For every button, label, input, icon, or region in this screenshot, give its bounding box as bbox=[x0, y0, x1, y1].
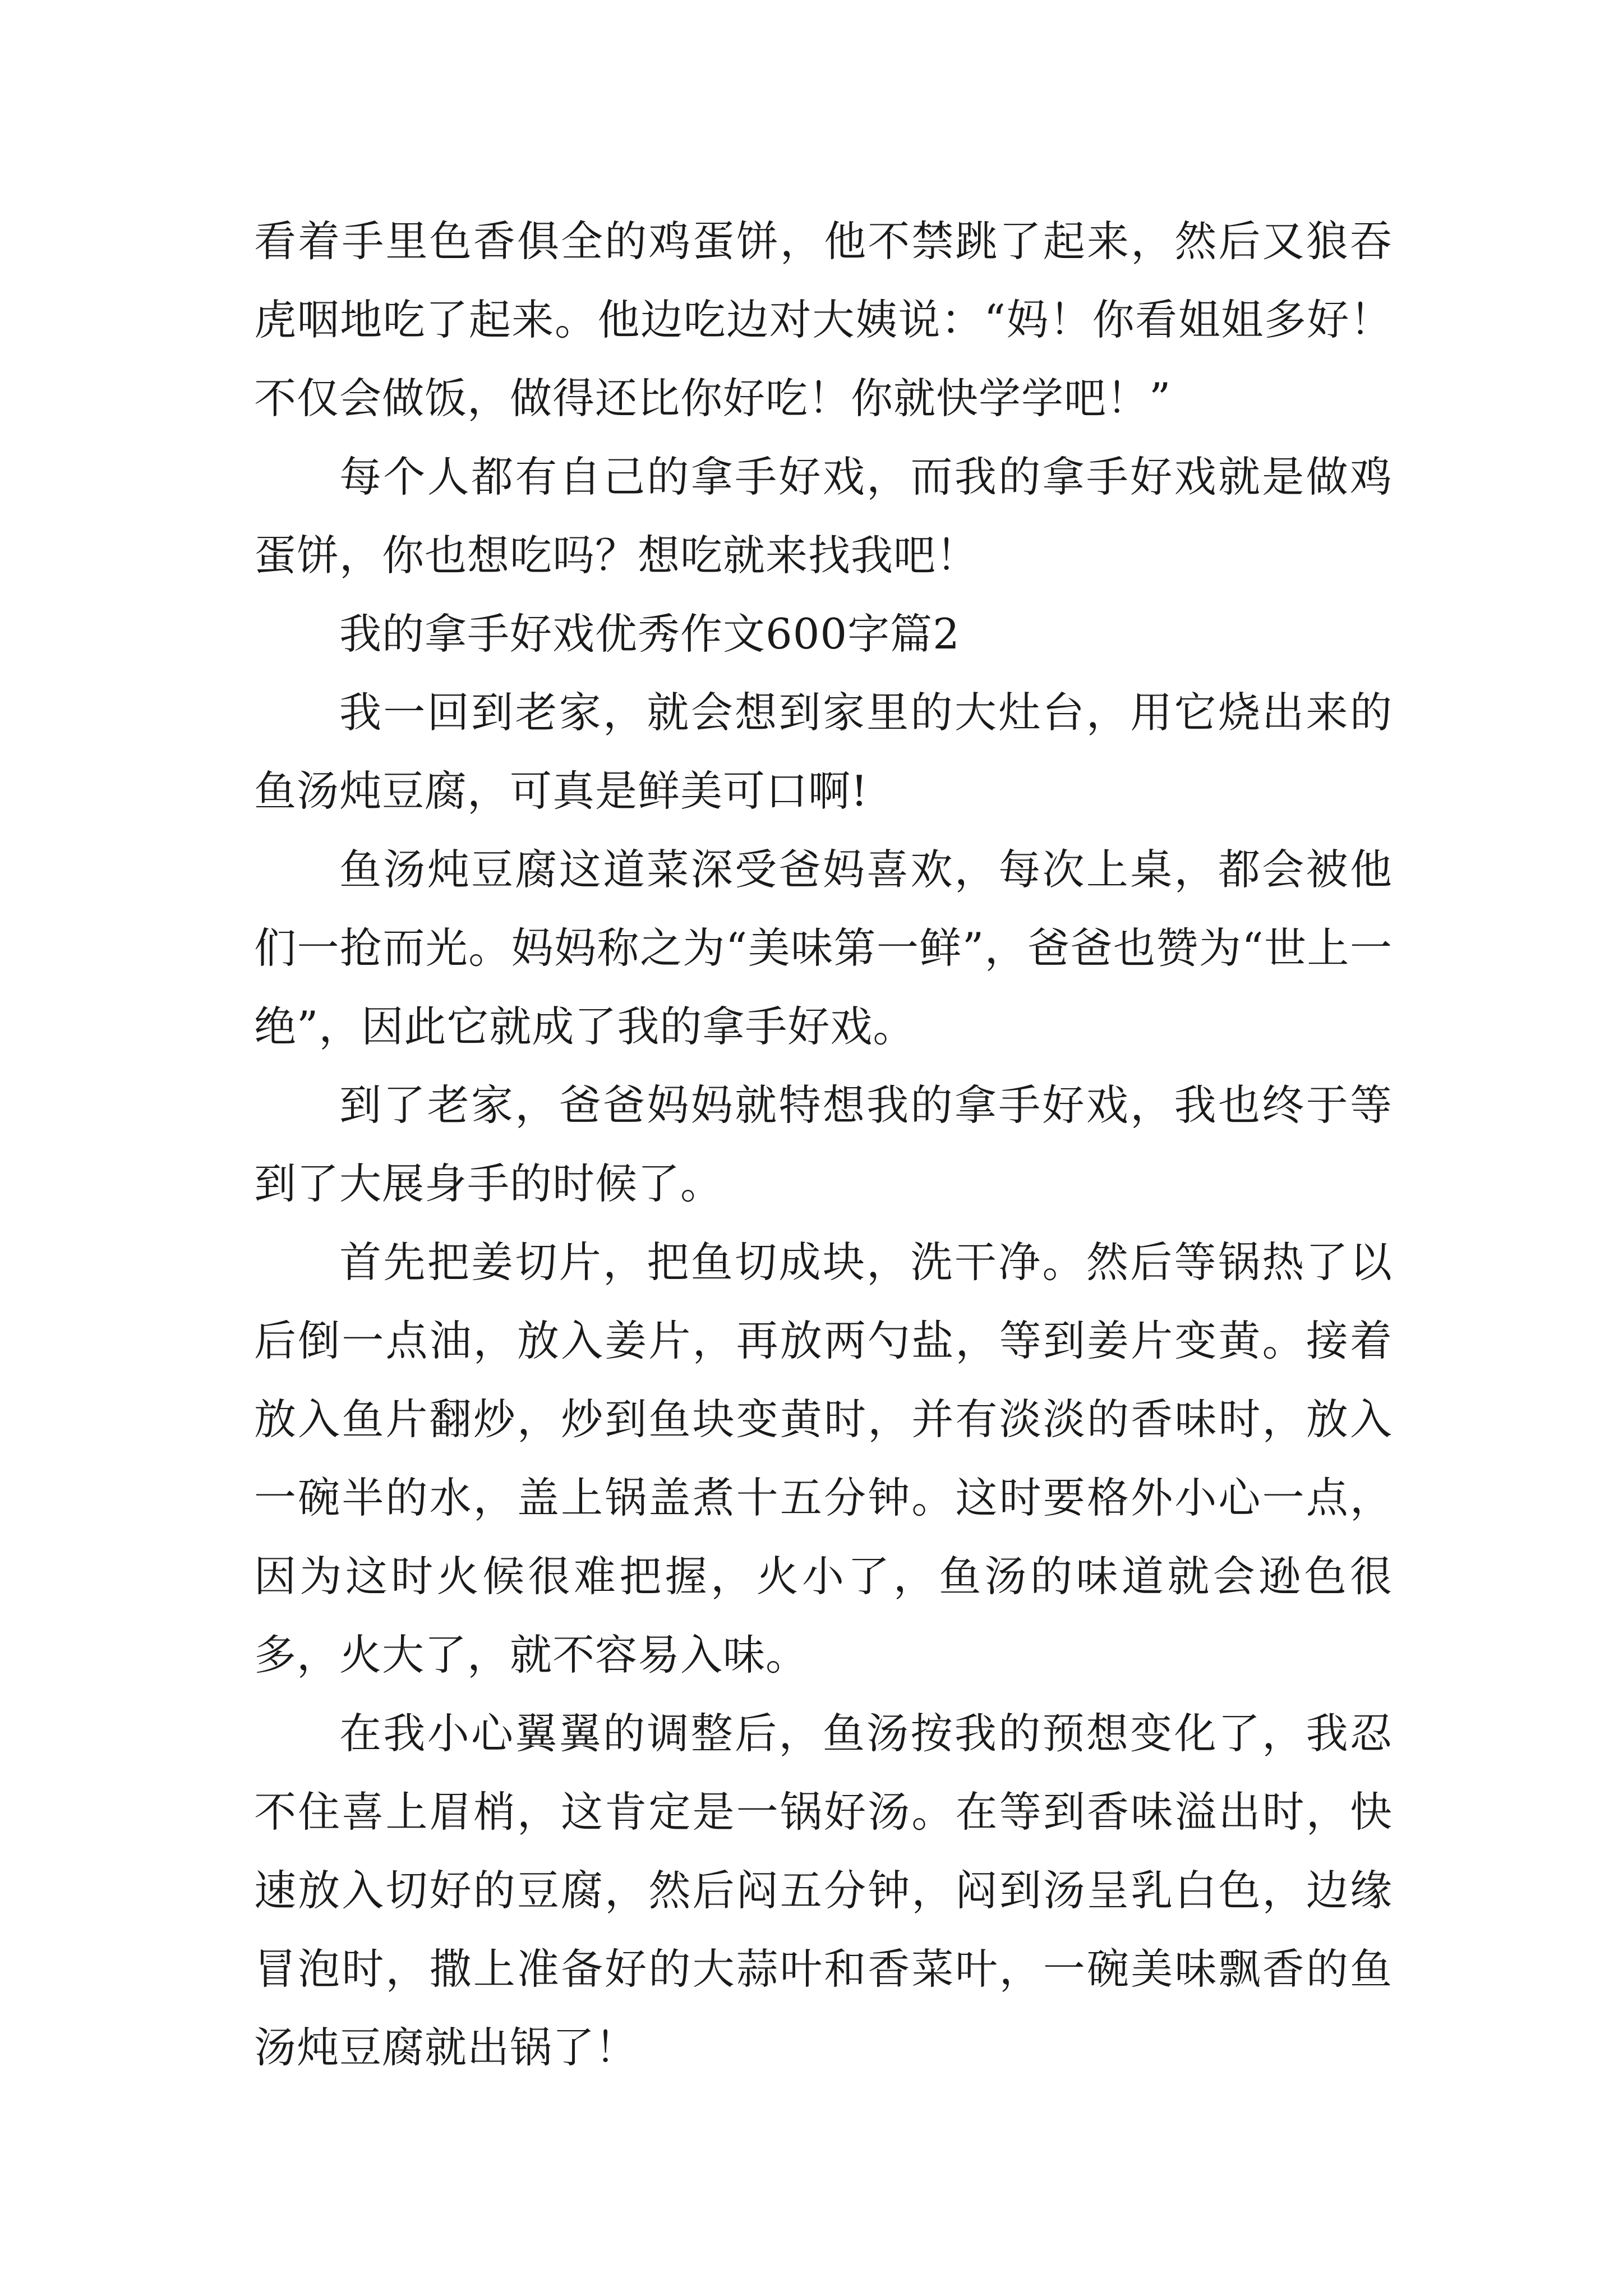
paragraph: 首先把姜切片，把鱼切成块，洗干净。然后等锅热了以后倒一点油，放入姜片，再放两勺盐，等到姜片变黄。接着放入鱼片翻炒，炒到鱼块变黄时，并有淡淡的香味时，放入一碗半的水，盖上锅盖煮十五分钟。这时要格外小心一点，因为这时火候很难把握，火小了，鱼汤的味道就会逊色很多，火大了，就不容易入味。 bbox=[254, 1237, 1393, 1680]
paragraph: 到了老家，爸爸妈妈就特想我的拿手好戏，我也终于等到了大展身手的时候了。 bbox=[254, 1080, 1393, 1208]
paragraph-continuation: 看着手里色香俱全的鸡蛋饼，他不禁跳了起来，然后又狼吞虎咽地吃了起来。他边吃边对大姨说：“妈！你看姐姐多好！不仅会做饭，做得还比你好吃！你就快学学吧！” bbox=[254, 217, 1393, 423]
section-heading: 我的拿手好戏优秀作文600字篇2 bbox=[339, 609, 960, 659]
paragraph: 鱼汤炖豆腐这道菜深受爸妈喜欢，每次上桌，都会被他们一抢而光。妈妈称之为“美味第一鲜”，爸爸也赞为“世上一绝”，因此它就成了我的拿手好戏。 bbox=[254, 845, 1393, 1051]
article-body bbox=[254, 202, 1393, 2087]
paragraph: 每个人都有自己的拿手好戏，而我的拿手好戏就是做鸡蛋饼，你也想吃吗？想吃就来找我吧！ bbox=[254, 452, 1393, 580]
paragraph: 在我小心翼翼的调整后，鱼汤按我的预想变化了，我忍不住喜上眉梢，这肯定是一锅好汤。在等到香味溢出时，快速放入切好的豆腐，然后闷五分钟，闷到汤呈乳白色，边缘冒泡时，撒上准备好的大蒜叶和香菜叶，一碗美味飘香的鱼汤炖豆腐就出锅了！ bbox=[254, 1709, 1393, 2072]
paragraph: 我一回到老家，就会想到家里的大灶台，用它烧出来的鱼汤炖豆腐，可真是鲜美可口啊! bbox=[254, 688, 1393, 816]
